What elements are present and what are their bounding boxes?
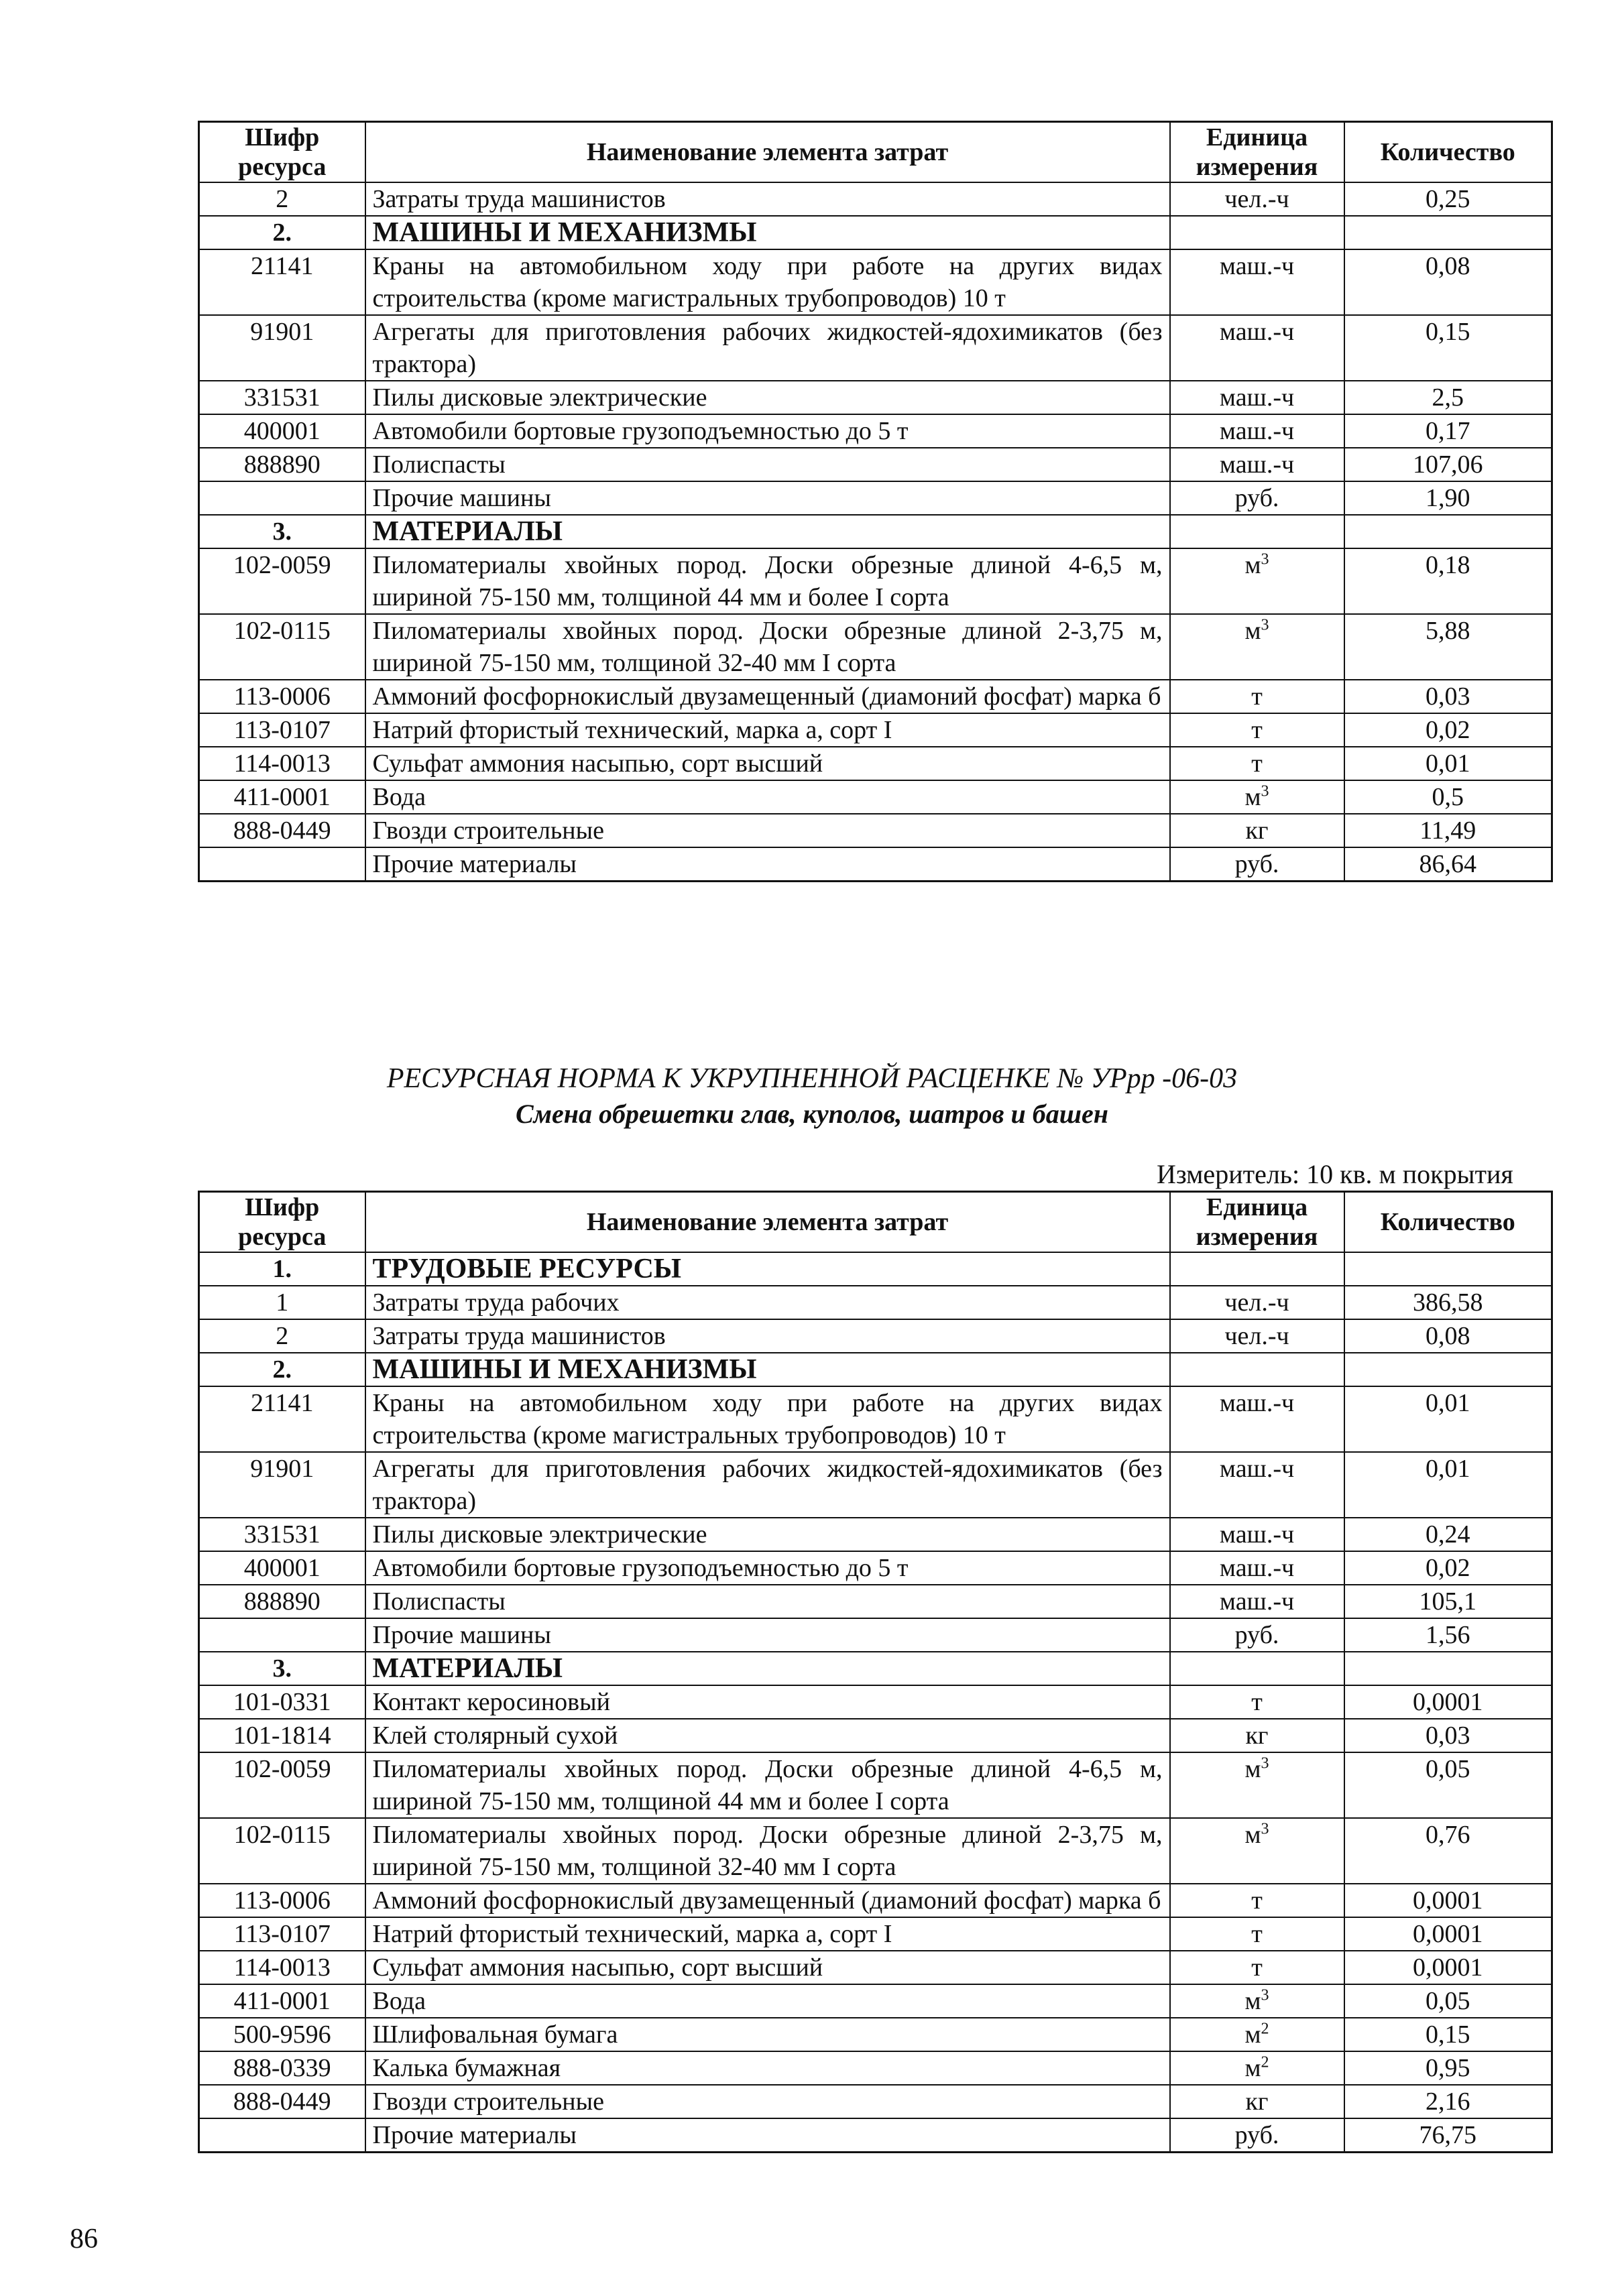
header-unit: Единица измерения [1170,122,1344,183]
unit-text: маш.-ч [1219,1520,1295,1549]
section-row [199,1652,1552,1685]
cell-qty: 0,76 [1344,1818,1552,1884]
cell-qty: 0,08 [1344,249,1552,315]
cell-name: Полиспасты [365,448,1170,481]
table-row [199,780,1552,814]
unit-text: т [1251,749,1263,778]
unit-text: руб. [1234,484,1279,512]
cell-unit [1170,2118,1344,2153]
table-row [199,1917,1552,1951]
unit-text: маш.-ч [1219,252,1295,280]
cell-code: 400001 [199,414,365,448]
cell-code: 2. [199,1353,365,1386]
cell-code: 113-0006 [199,1884,365,1917]
meter-label: Измеритель: 10 кв. м покрытия [1157,1159,1513,1189]
unit-exponent: 3 [1261,1754,1269,1772]
cell-qty: 0,0001 [1344,1951,1552,1984]
cell-name: Сульфат аммония насыпью, сорт высший [365,1951,1170,1984]
cell-name: Пиломатериалы хвойных пород. Доски обрезные длиной 2-3,75 м, шириной 75-150 мм, толщиной 32-40 мм I сорта [365,1818,1170,1884]
cell-code: 114-0013 [199,747,365,780]
unit-text: маш.-ч [1219,318,1295,346]
unit-text: маш.-ч [1219,417,1295,445]
cell-name: Агрегаты для приготовления рабочих жидкостей-ядохимикатов (без трактора) [365,1452,1170,1518]
cell-unit [1170,1984,1344,2018]
header-code: Шифр ресурса [199,122,365,183]
table-row [199,1984,1552,2018]
cell-qty: 0,0001 [1344,1685,1552,1719]
cell-code: 888890 [199,1585,365,1618]
section-row [199,515,1552,548]
unit-text: т [1251,1953,1263,1982]
header-unit: Единица измерения [1170,1192,1344,1253]
unit-text: маш.-ч [1219,1389,1295,1417]
cell-qty: 0,05 [1344,1984,1552,2018]
cell-code: 113-0107 [199,1917,365,1951]
cell-code: 888-0449 [199,2085,365,2118]
cell-name: Затраты труда машинистов [365,182,1170,216]
resource-table-2 [198,1191,1553,2153]
cell-name: МАТЕРИАЛЫ [365,1652,1170,1685]
cell-unit [1170,1585,1344,1618]
cell-name: Пилы дисковые электрические [365,381,1170,414]
cell-unit [1170,1652,1344,1685]
cell-unit [1170,1386,1344,1452]
table-row [199,680,1552,713]
cell-name: Затраты труда рабочих [365,1286,1170,1319]
table-row [199,381,1552,414]
cell-unit [1170,1917,1344,1951]
cell-unit [1170,448,1344,481]
unit-text: кг [1245,1721,1269,1750]
unit-text: т [1251,1920,1263,1948]
cell-code: 411-0001 [199,1984,365,2018]
table-row [199,1319,1552,1353]
cell-qty: 11,49 [1344,814,1552,847]
cell-unit [1170,614,1344,680]
cell-unit [1170,1518,1344,1551]
unit-text: маш.-ч [1219,450,1295,479]
cell-unit [1170,713,1344,747]
cell-unit [1170,814,1344,847]
table-row [199,614,1552,680]
cell-unit [1170,381,1344,414]
cell-code: 102-0115 [199,614,365,680]
cell-qty: 0,02 [1344,713,1552,747]
cell-unit [1170,182,1344,216]
cell-name: Краны на автомобильном ходу при работе на других видах строительства (кроме магистральных трубопроводов) 10 т [365,1386,1170,1452]
cell-unit [1170,216,1344,249]
table-row [199,713,1552,747]
cell-code: 3. [199,515,365,548]
table-row [199,1752,1552,1818]
cell-code: 113-0107 [199,713,365,747]
cell-name: Аммоний фосфорнокислый двузамещенный (диамоний фосфат) марка б [365,680,1170,713]
table-header-row [199,122,1552,183]
cell-name: Прочие материалы [365,2118,1170,2153]
table-row [199,448,1552,481]
unit-exponent: 3 [1261,616,1269,634]
cell-qty: 0,5 [1344,780,1552,814]
cell-qty [1344,216,1552,249]
cell-code: 888-0449 [199,814,365,847]
table-row [199,182,1552,216]
page-number: 86 [70,2224,98,2254]
cell-name: Прочие материалы [365,847,1170,882]
cell-unit [1170,414,1344,448]
cell-unit [1170,1818,1344,1884]
cell-qty [1344,1353,1552,1386]
table-row [199,1452,1552,1518]
cell-unit [1170,1286,1344,1319]
cell-code: 331531 [199,1518,365,1551]
cell-qty: 386,58 [1344,1286,1552,1319]
section-row [199,216,1552,249]
table-row [199,1884,1552,1917]
cell-qty: 1,56 [1344,1618,1552,1652]
cell-code: 91901 [199,315,365,381]
unit-text: т [1251,1688,1263,1716]
unit-text: м [1244,617,1261,645]
header-name: Наименование элемента затрат [365,122,1170,183]
cell-name: Клей столярный сухой [365,1719,1170,1752]
resource-table-1 [198,121,1553,882]
cell-unit [1170,548,1344,614]
cell-qty: 0,15 [1344,315,1552,381]
unit-text: м [1244,1755,1261,1783]
cell-name: Полиспасты [365,1585,1170,1618]
cell-qty: 2,16 [1344,2085,1552,2118]
cell-name: Прочие машины [365,481,1170,515]
cell-qty: 0,95 [1344,2051,1552,2085]
cell-unit [1170,780,1344,814]
cell-name: Контакт керосиновый [365,1685,1170,1719]
cell-name: Пиломатериалы хвойных пород. Доски обрезные длиной 2-3,75 м, шириной 75-150 мм, толщиной 32-40 мм I сорта [365,614,1170,680]
table-row [199,1585,1552,1618]
cell-unit [1170,1319,1344,1353]
cell-code: 102-0115 [199,1818,365,1884]
table-row [199,2085,1552,2118]
unit-text: т [1251,716,1263,744]
table-row [199,1685,1552,1719]
cell-unit [1170,515,1344,548]
cell-name: МАШИНЫ И МЕХАНИЗМЫ [365,1353,1170,1386]
cell-code: 400001 [199,1551,365,1585]
unit-text: чел.-ч [1224,1322,1289,1350]
cell-code: 1 [199,1286,365,1319]
table-row [199,747,1552,780]
table-row [199,1719,1552,1752]
cell-code [199,481,365,515]
cell-qty: 0,01 [1344,747,1552,780]
cell-qty: 0,18 [1344,548,1552,614]
unit-exponent: 3 [1261,782,1269,800]
unit-exponent: 3 [1261,1986,1269,2004]
norm-title: РЕСУРСНАЯ НОРМА К УКРУПНЕННОЙ РАСЦЕНКЕ № УРрр -06-03 [386,1063,1238,1094]
cell-code: 500-9596 [199,2018,365,2051]
norm-subtitle: Смена обрешетки глав, куполов, шатров и башен [515,1099,1109,1129]
cell-name: Вода [365,780,1170,814]
cell-code [199,2118,365,2153]
table-row [199,1386,1552,1452]
cell-name: Натрий фтористый технический, марка а, сорт I [365,1917,1170,1951]
cell-qty: 1,90 [1344,481,1552,515]
cell-code: 101-1814 [199,1719,365,1752]
unit-text: маш.-ч [1219,1554,1295,1582]
cell-qty: 0,01 [1344,1452,1552,1518]
unit-text: м [1244,783,1261,811]
table-row [199,1286,1552,1319]
table-row [199,2118,1552,2153]
cell-name: Затраты труда машинистов [365,1319,1170,1353]
unit-exponent: 2 [1261,2053,1269,2071]
cell-unit [1170,1452,1344,1518]
unit-exponent: 2 [1261,2020,1269,2038]
header-qty: Количество [1344,1192,1552,1253]
cell-code: 102-0059 [199,548,365,614]
cell-code [199,1618,365,1652]
cell-unit [1170,1551,1344,1585]
cell-code: 2 [199,1319,365,1353]
table-row [199,2018,1552,2051]
cell-unit [1170,1353,1344,1386]
cell-qty [1344,515,1552,548]
unit-text: кг [1245,2088,1269,2116]
unit-text: маш.-ч [1219,383,1295,412]
cell-code: 2 [199,182,365,216]
cell-unit [1170,2051,1344,2085]
unit-text: маш.-ч [1219,1455,1295,1483]
cell-name: Агрегаты для приготовления рабочих жидкостей-ядохимикатов (без трактора) [365,315,1170,381]
cell-code: 2. [199,216,365,249]
cell-name: Пилы дисковые электрические [365,1518,1170,1551]
cell-unit [1170,680,1344,713]
cell-code: 888-0339 [199,2051,365,2085]
cell-code: 21141 [199,1386,365,1452]
cell-qty: 105,1 [1344,1585,1552,1618]
cell-name: Пиломатериалы хвойных пород. Доски обрезные длиной 4-6,5 м, шириной 75-150 мм, толщиной 44 мм и более I сорта [365,1752,1170,1818]
cell-qty: 2,5 [1344,381,1552,414]
cell-unit [1170,1252,1344,1286]
unit-exponent: 3 [1261,550,1269,568]
unit-text: кг [1245,817,1269,845]
unit-text: м [1244,551,1261,579]
header-code: Шифр ресурса [199,1192,365,1253]
cell-qty: 0,01 [1344,1386,1552,1452]
cell-unit [1170,1618,1344,1652]
unit-exponent: 3 [1261,1820,1269,1838]
unit-text: т [1251,1886,1263,1915]
unit-text: руб. [1234,1621,1279,1649]
cell-qty: 0,0001 [1344,1884,1552,1917]
cell-code: 21141 [199,249,365,315]
cell-code: 331531 [199,381,365,414]
cell-unit [1170,1685,1344,1719]
cell-code: 411-0001 [199,780,365,814]
cell-name: Калька бумажная [365,2051,1170,2085]
table-row [199,1551,1552,1585]
cell-code: 102-0059 [199,1752,365,1818]
table-row [199,1618,1552,1652]
unit-text: м [1244,1987,1261,2015]
cell-code: 91901 [199,1452,365,1518]
unit-text: маш.-ч [1219,1587,1295,1616]
cell-unit [1170,1951,1344,1984]
unit-text: чел.-ч [1224,185,1289,213]
table-row [199,2051,1552,2085]
cell-unit [1170,481,1344,515]
table-row [199,548,1552,614]
cell-qty: 0,08 [1344,1319,1552,1353]
cell-unit [1170,315,1344,381]
table-row [199,414,1552,448]
cell-unit [1170,249,1344,315]
table-row [199,1818,1552,1884]
cell-name: Вода [365,1984,1170,2018]
unit-text: чел.-ч [1224,1288,1289,1317]
cell-qty [1344,1252,1552,1286]
cell-code: 113-0006 [199,680,365,713]
cell-unit [1170,1719,1344,1752]
table-row [199,814,1552,847]
unit-text: м [1244,2020,1261,2049]
unit-text: т [1251,682,1263,711]
cell-unit [1170,1884,1344,1917]
cell-name: МАШИНЫ И МЕХАНИЗМЫ [365,216,1170,249]
cell-qty: 0,24 [1344,1518,1552,1551]
table-row [199,1518,1552,1551]
cell-unit [1170,2085,1344,2118]
cell-name: Натрий фтористый технический, марка а, сорт I [365,713,1170,747]
cell-code: 101-0331 [199,1685,365,1719]
unit-text: м [1244,2054,1261,2082]
cell-code: 3. [199,1652,365,1685]
cell-name: Сульфат аммония насыпью, сорт высший [365,747,1170,780]
cell-name: МАТЕРИАЛЫ [365,515,1170,548]
cell-name: Краны на автомобильном ходу при работе на других видах строительства (кроме магистральных трубопроводов) 10 т [365,249,1170,315]
table-row [199,315,1552,381]
cell-name: Пиломатериалы хвойных пород. Доски обрезные длиной 4-6,5 м, шириной 75-150 мм, толщиной 44 мм и более I сорта [365,548,1170,614]
cell-code: 888890 [199,448,365,481]
cell-qty: 107,06 [1344,448,1552,481]
cell-qty: 0,02 [1344,1551,1552,1585]
cell-name: Гвозди строительные [365,814,1170,847]
cell-qty: 0,15 [1344,2018,1552,2051]
cell-name: Гвозди строительные [365,2085,1170,2118]
cell-unit [1170,1752,1344,1818]
unit-text: руб. [1234,2121,1279,2149]
cell-qty: 0,25 [1344,182,1552,216]
cell-unit [1170,847,1344,882]
header-name: Наименование элемента затрат [365,1192,1170,1253]
section-row [199,1353,1552,1386]
cell-name: Автомобили бортовые грузоподъемностью до 5 т [365,1551,1170,1585]
cell-qty: 5,88 [1344,614,1552,680]
cell-qty: 0,0001 [1344,1917,1552,1951]
header-qty: Количество [1344,122,1552,183]
cell-qty: 76,75 [1344,2118,1552,2153]
table-row [199,847,1552,882]
table-row [199,1951,1552,1984]
cell-code: 114-0013 [199,1951,365,1984]
cell-code: 1. [199,1252,365,1286]
cell-unit [1170,747,1344,780]
table-header-row [199,1192,1552,1253]
cell-unit [1170,2018,1344,2051]
cell-code [199,847,365,882]
table-row [199,481,1552,515]
cell-name: Автомобили бортовые грузоподъемностью до 5 т [365,414,1170,448]
cell-qty [1344,1652,1552,1685]
section-row [199,1252,1552,1286]
cell-name: Прочие машины [365,1618,1170,1652]
cell-qty: 0,03 [1344,1719,1552,1752]
cell-qty: 86,64 [1344,847,1552,882]
cell-name: Шлифовальная бумага [365,2018,1170,2051]
cell-qty: 0,05 [1344,1752,1552,1818]
table-row [199,249,1552,315]
unit-text: м [1244,1821,1261,1849]
cell-qty: 0,17 [1344,414,1552,448]
cell-name: Аммоний фосфорнокислый двузамещенный (диамоний фосфат) марка б [365,1884,1170,1917]
cell-name: ТРУДОВЫЕ РЕСУРСЫ [365,1252,1170,1286]
unit-text: руб. [1234,850,1279,878]
cell-qty: 0,03 [1344,680,1552,713]
